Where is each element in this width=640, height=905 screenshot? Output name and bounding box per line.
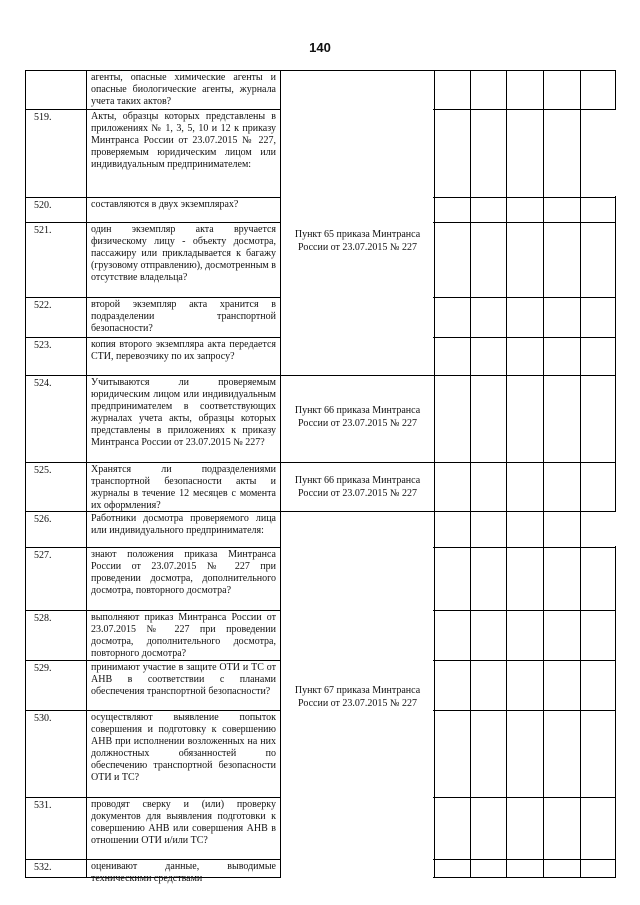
item-number: 526.: [34, 514, 52, 525]
question-text: Работники досмотра проверяемого лица или индивидуального предпринимателя:: [91, 513, 276, 536]
question-text: копия второго экземпляра акта передается СТИ, перевозчику по их запросу?: [91, 339, 276, 362]
column-divider: [506, 512, 507, 546]
requirement-reference: Пункт 66 приказа Минтранса России от 23.07.2015 № 227: [294, 475, 421, 499]
item-number: 524.: [34, 378, 52, 389]
question-text: один экземпляр акта вручается физическому лицу - объекту досмотра, пассажиру или прикладывается к багажу (грузовому отправлению), досмотренным в отсутствие владельца?: [91, 224, 276, 283]
item-number: 521.: [34, 225, 52, 236]
question-text: осуществляют выявление попыток совершения и подготовку к совершению АНВ при исполнении возложенных на них должностных обязанностей по обеспечению транспортной безопасности ОТИ и ТС?: [91, 712, 276, 783]
requirement-reference: Пункт 66 приказа Минтранса России от 23.07.2015 № 227: [294, 405, 421, 429]
checklist-table: [25, 70, 616, 884]
table-row: [26, 71, 615, 109]
item-number: 530.: [34, 713, 52, 724]
page-number: 140: [309, 40, 331, 55]
item-number: 523.: [34, 340, 52, 351]
item-number: 531.: [34, 800, 52, 811]
item-number: 527.: [34, 550, 52, 561]
column-divider: [543, 512, 544, 546]
question-text: второй экземпляр акта хранится в подразделении транспортной безопасности?: [91, 299, 276, 334]
column-divider: [543, 110, 544, 196]
question-text: проводят сверку и (или) проверку документов для выявления подготовки к совершению АНВ или совершения АНВ в отношении ОТИ и/или ТС?: [91, 799, 276, 846]
item-number: 529.: [34, 663, 52, 674]
question-text: знают положения приказа Минтранса России от 23.07.2015 № 227 при проведении досмотра, дополнительного досмотра, повторного досмотра?: [91, 549, 276, 596]
column-divider: [470, 512, 471, 546]
question-text: принимают участие в защите ОТИ и ТС от АНВ в соответствии с планами обеспечения транспортной безопасности?: [91, 662, 276, 697]
item-number: 525.: [34, 465, 52, 476]
requirement-reference: Пункт 65 приказа Минтранса России от 23.07.2015 № 227: [294, 229, 421, 253]
column-divider: [506, 110, 507, 196]
merged-cell: [435, 512, 616, 546]
item-number: 520.: [34, 200, 52, 211]
item-number: 522.: [34, 300, 52, 311]
question-text: Хранятся ли подразделениями транспортной безопасности акты и журналы в течение 12 месяцев с момента их оформления?: [91, 464, 276, 511]
column-divider: [470, 110, 471, 196]
item-number: 532.: [34, 862, 52, 873]
item-number: 519.: [34, 112, 52, 123]
question-text: агенты, опасные химические агенты и опасные биологические агенты, журнала учета таких актов?: [91, 72, 276, 107]
merged-cell: [435, 110, 616, 196]
question-text: Акты, образцы которых представлены в приложениях № 1, 3, 5, 10 и 12 к приказу Минтранса России от 23.07.2015 № 227, проверяемым юридическим лицом или индивидуальным предпринимателем:: [91, 111, 276, 170]
question-text: выполняют приказ Минтранса России от 23.07.2015 № 227 при проведении досмотра, дополнительного досмотра, повторного досмотра?: [91, 612, 276, 659]
column-divider: [580, 512, 581, 546]
requirement-reference: Пункт 67 приказа Минтранса России от 23.07.2015 № 227: [294, 685, 421, 709]
question-text: составляются в двух экземплярах?: [91, 199, 239, 210]
item-number: 528.: [34, 613, 52, 624]
question-text: Учитываются ли проверяемым юридическим лицом или индивидуальным предпринимателем в соответствующих журналах учета акты, образцы которых представлены в приложениях к приказу Минтранса России от 23.07.2015 № 227?: [91, 377, 276, 448]
question-text: оценивают данные, выводимые техническими средствами: [91, 861, 276, 884]
column-divider: [580, 110, 581, 196]
